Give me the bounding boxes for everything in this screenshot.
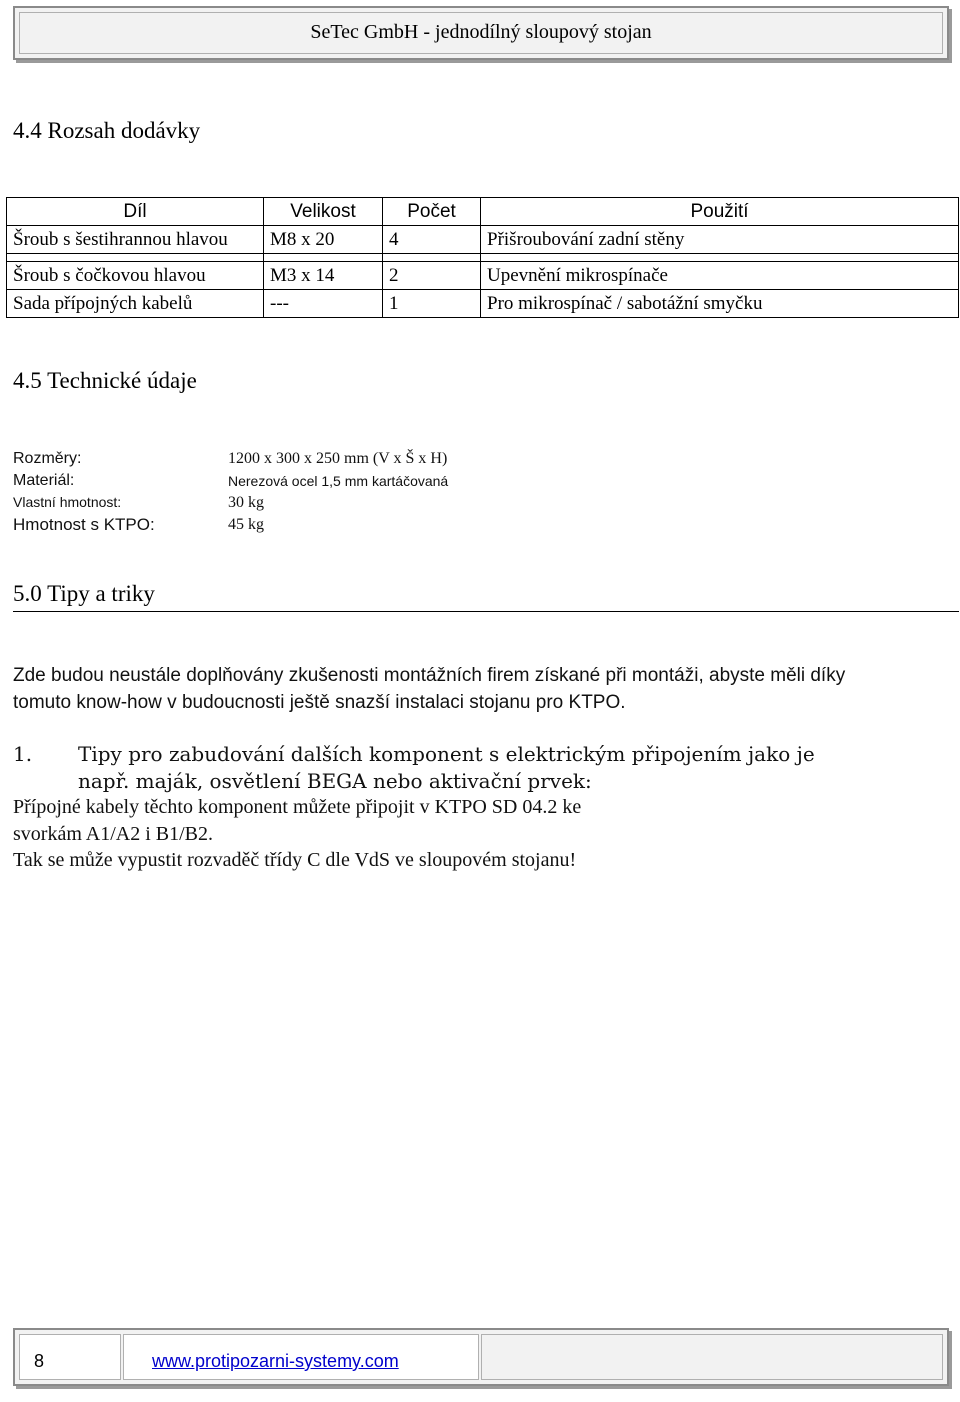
tip-number: 1. (13, 742, 33, 766)
footer-page-cell (19, 1334, 121, 1380)
tech-value-dimensions: 1200 x 300 x 250 mm (V x Š x H) (228, 450, 448, 467)
table-cell: Šroub s čočkovou hlavou (7, 262, 264, 290)
table-cell: Šroub s šestihrannou hlavou (7, 226, 264, 254)
intro-line-1: Zde budou neustále doplňovány zkušenosti montážních firem získané při montáži, abyste měli díky (13, 665, 846, 686)
column-header-pocet: Počet (383, 198, 481, 226)
tech-label-material: Materiál: (13, 472, 75, 489)
table-spacer (7, 254, 959, 262)
tech-label-own-weight: Vlastní hmotnost: (13, 494, 122, 510)
tip-heading-line-1: Tipy pro zabudování dalších komponent s elektrickým připojením jako je (78, 742, 815, 766)
tip-body-line-1: Přípojné kabely těchto komponent můžete připojit v KTPO SD 04.2 ke (13, 796, 582, 818)
table-cell: Sada přípojných kabelů (7, 290, 264, 318)
table-cell: 1 (383, 290, 481, 318)
table-cell: Pro mikrospínač / sabotážní smyčku (481, 290, 959, 318)
column-header-pouziti: Použití (481, 198, 959, 226)
page-header (13, 6, 949, 60)
page-number: 8 (34, 1351, 45, 1371)
table-cell: 4 (383, 226, 481, 254)
table-cell: Upevnění mikrospínače (481, 262, 959, 290)
table-cell: Přišroubování zadní stěny (481, 226, 959, 254)
tip-body-line-2: svorkám A1/A2 i B1/B2. (13, 823, 214, 845)
tech-value-weight-ktpo: 45 kg (228, 516, 264, 533)
table-header-row (7, 198, 959, 226)
footer-blank-cell (481, 1334, 943, 1380)
table-cell: 2 (383, 262, 481, 290)
table-cell: M8 x 20 (264, 226, 383, 254)
intro-line-2: tomuto know-how v budoucnosti ještě snazší instalaci stojanu pro KTPO. (13, 692, 626, 713)
delivery-table (6, 197, 959, 318)
column-header-dil: Díl (7, 198, 264, 226)
website-link[interactable]: www.protipozarni-systemy.com (152, 1351, 399, 1371)
footer-link-cell (123, 1334, 479, 1380)
section-4-4-heading: 4.4 Rozsah dodávky (13, 118, 201, 143)
tip-heading-line-2: např. maják, osvětlení BEGA nebo aktivační prvek: (78, 769, 592, 793)
table-cell: M3 x 14 (264, 262, 383, 290)
tech-value-own-weight: 30 kg (228, 494, 264, 511)
tech-value-material: Nerezová ocel 1,5 mm kartáčovaná (228, 473, 449, 489)
table-row (7, 226, 959, 254)
section-divider (13, 611, 959, 612)
section-5-0-heading: 5.0 Tipy a triky (13, 581, 155, 606)
tech-label-dimensions: Rozměry: (13, 450, 82, 467)
table-row (7, 290, 959, 318)
column-header-velikost: Velikost (264, 198, 383, 226)
tech-label-weight-ktpo: Hmotnost s KTPO: (13, 515, 155, 534)
header-title: SeTec GmbH - jednodílný sloupový stojan (310, 21, 652, 43)
page-footer (13, 1328, 949, 1386)
section-4-5-heading: 4.5 Technické údaje (13, 368, 197, 393)
table-cell: --- (264, 290, 383, 318)
tip-body-line-3: Tak se může vypustit rozvaděč třídy C dle VdS ve sloupovém stojanu! (13, 849, 577, 871)
table-row (7, 262, 959, 290)
